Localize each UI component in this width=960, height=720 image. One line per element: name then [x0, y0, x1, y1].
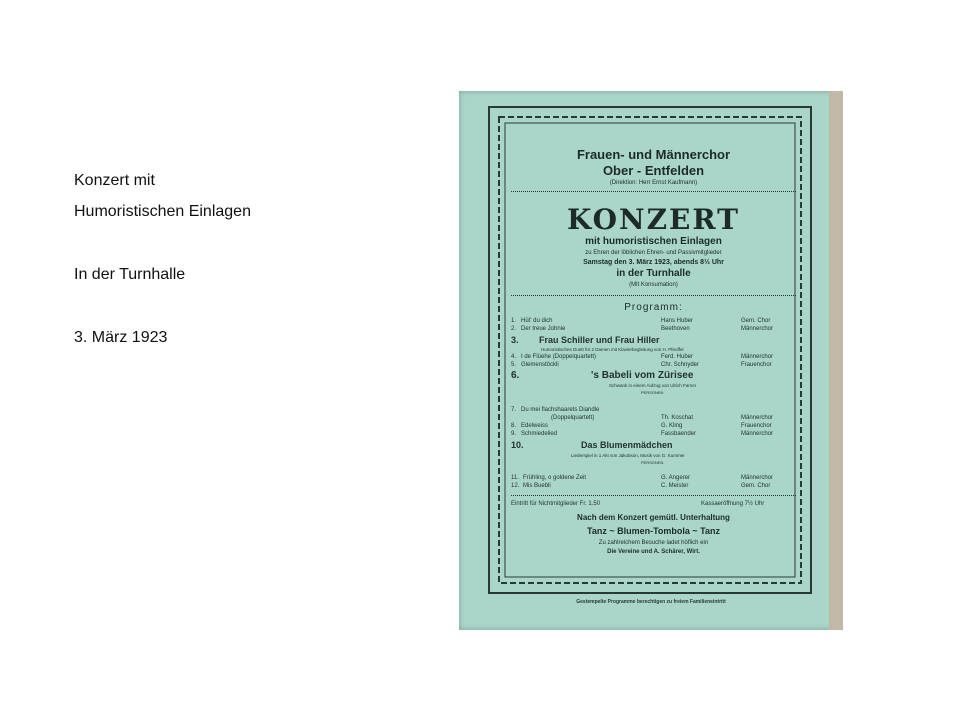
poster-venue: in der Turnhalle [616, 268, 691, 279]
poster-rule [511, 495, 796, 496]
poster-title: KONZERT [567, 203, 740, 236]
poster-org-line2: Ober - Entfelden [602, 163, 705, 178]
caption-date: 3. März 1923 [74, 329, 168, 346]
poster-programm-heading: Programm: [624, 302, 683, 313]
poster-after-line: Nach dem Konzert gemütl. Unterhaltung [577, 513, 730, 522]
poster-rule [511, 295, 796, 296]
poster-date-line: Samstag den 3. März 1923, abends 8½ Uhr [583, 259, 724, 266]
caption-line-1: Konzert mit [74, 172, 155, 189]
poster-content: Frauen- und Männerchor Ober - Entfelden (Direktion: Herr Ernst Kaufmann) KONZERT mit humoristischen Einlagen zu Ehren der löblichen Ehren- und Passivmitglieder Samstag den 3. März 1923, abends 8½ Uhr in der Turnhalle (Mit Konsumation) Programm: 1. Hüt' du dich Hans Huber Gem. Chor 2. Der treue Johnie Beethoven Männerchor 3. Frau Schiller und Frau Hiller Humoristisches Duett für 2 Damen mit Klavierbegleitung von H. Pfeuffel 4. I de Flüehe (Doppelquartett) Ferd. Huber Männerchor 5. Glemenstöckli Chr. Schnyder Frauenchor 6. 's Babeli vom Zürisee Schwank in einem Aufzug von Ulrich Farner PERSONEN 7. Du mei flachshaarets Diandle (Doppelquartett) Th. Koschat Männerchor 8. Edelweiss G. Kling Frauenchor 9. Schmiedelied Fassbaender Männerchor 10. Das Blumenmädchen Liederspiel in 1 Akt von Jakobson, Musik von G. Kummer PERSONEN 11. Frühling, o goldene Zeit G. Angerer Männerchor 12. Mis Buebli C. Meister Gem. Chor Eintritt für Nichtmitglieder Fr. 1.50 Kassaeröffnung 7½ Uhr Nach dem Konzert gemütl. Unterhaltung Tanz ~ Blumen-Tombola ~ Tanz Zu zahlreichem Besuche ladet höflich ein Die Vereine und A. Schärer, Wirt. [511, 117, 796, 577]
poster-invite: Zu zahlreichem Besuche ladet höflich ein [598, 540, 709, 546]
poster-rule [511, 191, 796, 192]
caption-line-2: Humoristischen Einlagen [74, 203, 251, 220]
poster-subtitle: mit humoristischen Einlagen [585, 236, 722, 247]
poster-signers: Die Vereine und A. Schärer, Wirt. [607, 549, 700, 555]
caption-venue: In der Turnhalle [74, 266, 186, 283]
poster-org-line1: Frauen- und Männerchor [576, 147, 731, 162]
concert-poster-image [459, 91, 843, 630]
poster-konsumation: (Mit Konsumation) [629, 282, 678, 288]
poster-honor-line: zu Ehren der löblichen Ehren- und Passivmitglieder [585, 250, 722, 256]
poster-direction: (Direktion: Herr Ernst Kaufmann) [609, 180, 698, 186]
poster-footer: Gestempelte Programme berechtigen zu freiem Familieneintritt [576, 599, 726, 605]
poster-tanz-line: Tanz ~ Blumen-Tombola ~ Tanz [586, 526, 720, 536]
